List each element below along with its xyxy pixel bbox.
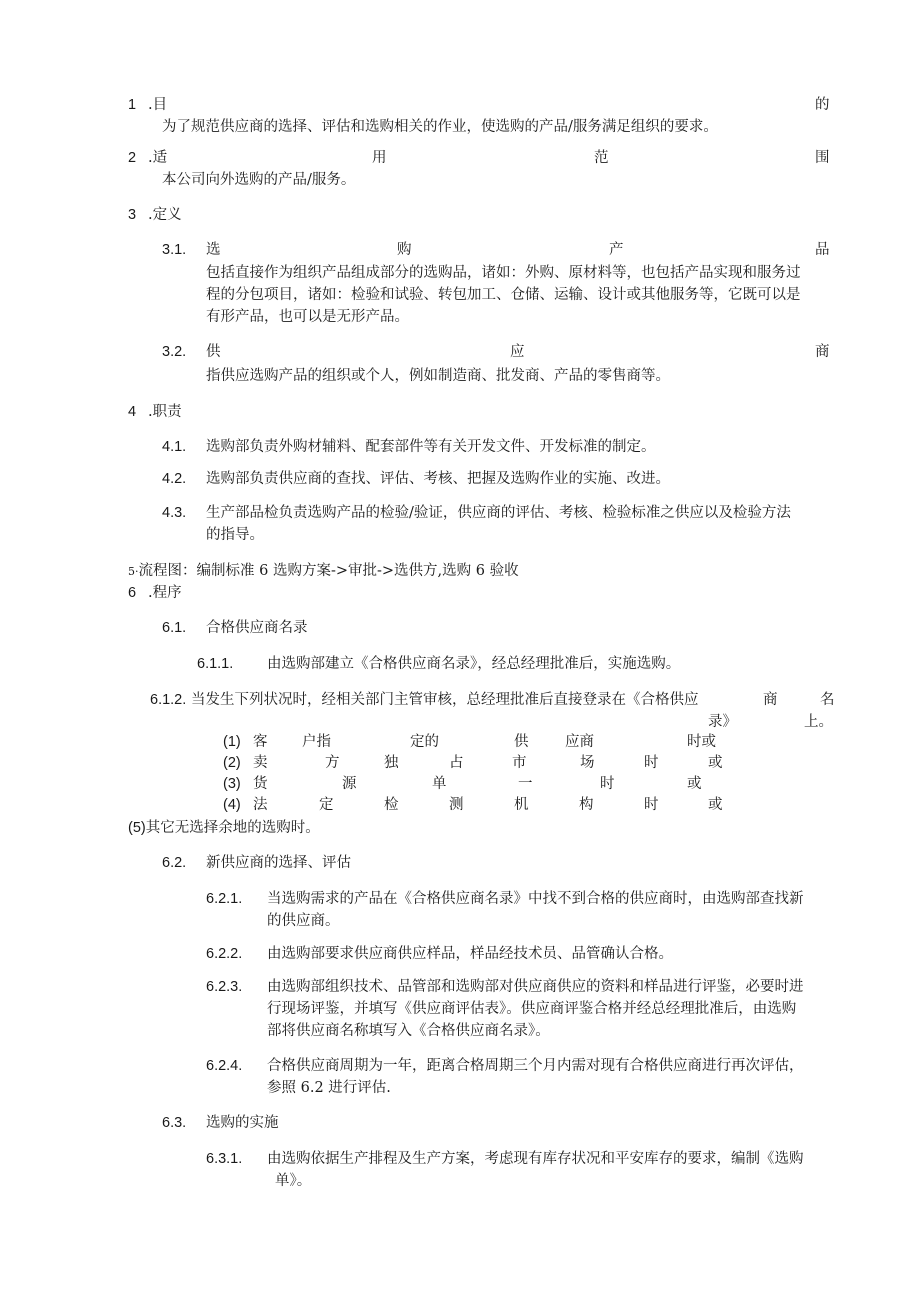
condition-4-word: 定 bbox=[319, 797, 334, 813]
proc-6-2-1-line-1: 当选购需求的产品在《合格供应商名录》中找不到合格的供应商时，由选购部查找新 bbox=[267, 891, 804, 907]
section-2-body: 本公司向外选购的产品/服务。 bbox=[162, 172, 356, 188]
proc-6-1-heading: 合格供应商名录 bbox=[206, 620, 308, 636]
section-4-heading: .职责 bbox=[148, 404, 182, 420]
condition-4-word: 时 bbox=[644, 797, 659, 813]
proc-6-3-1-line-2: 单》。 bbox=[275, 1173, 312, 1189]
def-3-1-title-4: 品 bbox=[815, 242, 830, 258]
def-3-1-title-1: 选 bbox=[206, 242, 221, 258]
proc-6-3-heading: 选购的实施 bbox=[206, 1115, 279, 1131]
proc-6-2-3-line-2: 行现场评鉴，并填写《供应商评估表》。供应商评鉴合格并经总经理批准后，由选购 bbox=[267, 1001, 797, 1017]
condition-1-word: 供 bbox=[514, 734, 529, 750]
condition-2-word: 独 bbox=[384, 755, 399, 771]
condition-3-word: 源 bbox=[342, 776, 357, 792]
proc-6-2-2-text: 由选购部要求供应商供应样品，样品经技术员、品管确认合格。 bbox=[267, 946, 673, 962]
proc-6-2-heading: 新供应商的选择、评估 bbox=[206, 855, 351, 871]
proc-6-2-3-number: 6.2.3. bbox=[206, 979, 243, 995]
condition-4-word: 机 bbox=[514, 797, 529, 813]
proc-6-1-1-number: 6.1.1. bbox=[197, 656, 234, 672]
condition-2-word: 或 bbox=[708, 755, 723, 771]
condition-4-word: 或 bbox=[708, 797, 723, 813]
condition-2-word: 时 bbox=[644, 755, 659, 771]
condition-3-word: 货 bbox=[253, 776, 268, 792]
def-3-2-title-2: 应 bbox=[510, 344, 525, 360]
proc-6-1-2-number: 6.1.2. bbox=[150, 692, 187, 708]
section-2-number: 2 bbox=[128, 150, 137, 166]
def-3-2-body: 指供应选购产品的组织或个人，例如制造商、批发商、产品的零售商等。 bbox=[206, 368, 670, 384]
condition-3-word: 一 bbox=[518, 776, 533, 792]
condition-5-number: (5) bbox=[128, 820, 146, 836]
duty-4-2-text: 选购部负责供应商的查找、评估、考核、把握及选购作业的实施、改进。 bbox=[206, 471, 670, 487]
section-3-number: 3 bbox=[128, 207, 137, 223]
condition-1-word: 定的 bbox=[410, 734, 439, 750]
section-2-heading-a: .适 bbox=[148, 150, 168, 166]
section-1-heading: .目 bbox=[148, 97, 168, 113]
def-3-1-title-3: 产 bbox=[609, 242, 624, 258]
proc-6-2-4-number: 6.2.4. bbox=[206, 1058, 243, 1074]
proc-6-3-number: 6.3. bbox=[162, 1115, 187, 1131]
section-1-heading-end: 的 bbox=[815, 97, 830, 113]
section-3-heading: .定义 bbox=[148, 207, 182, 223]
section-6-number: 6 bbox=[128, 585, 137, 601]
condition-2-word: 市 bbox=[512, 755, 527, 771]
section-2-heading-c: 范 bbox=[594, 150, 609, 166]
duty-4-3-line-1: 生产部品检负责选购产品的检验/验证，供应商的评估、考核、检验标准之供应以及检验方法 bbox=[206, 505, 791, 521]
condition-4-number: (4) bbox=[223, 797, 241, 813]
section-2-heading-d: 围 bbox=[815, 150, 830, 166]
condition-4-word: 测 bbox=[449, 797, 464, 813]
section-5-line bbox=[128, 561, 519, 582]
condition-3-word: 时 bbox=[600, 776, 615, 792]
proc-6-2-3-line-3: 部将供应商名称填写入《合格供应商名录》。 bbox=[267, 1023, 550, 1039]
section-1-body: 为了规范供应商的选择、评估和选购相关的作业，使选购的产品/服务满足组织的要求。 bbox=[162, 119, 718, 135]
section-5-number: 5· bbox=[128, 565, 139, 578]
proc-6-2-1-line-2: 的供应商。 bbox=[267, 913, 340, 929]
proc-6-1-2-line2-b: 上。 bbox=[804, 714, 833, 730]
condition-1-word: 户指 bbox=[302, 734, 331, 750]
section-6-heading: .程序 bbox=[148, 585, 182, 601]
proc-6-2-1-number: 6.2.1. bbox=[206, 891, 243, 907]
condition-2-number: (2) bbox=[223, 755, 241, 771]
proc-6-1-2-text: 当发生下列状况时，经相关部门主管审核，总经理批准后直接登录在《合格供应 bbox=[191, 692, 699, 708]
condition-4-word: 构 bbox=[579, 797, 594, 813]
duty-4-3-number: 4.3. bbox=[162, 505, 187, 521]
section-2-heading-b: 用 bbox=[372, 150, 387, 166]
proc-6-1-2-tail-a: 商 bbox=[763, 692, 778, 708]
condition-4-word: 检 bbox=[384, 797, 399, 813]
condition-3-word: 单 bbox=[432, 776, 447, 792]
duty-4-1-number: 4.1. bbox=[162, 439, 187, 455]
condition-2-word: 方 bbox=[325, 755, 340, 771]
def-3-2-number: 3.2. bbox=[162, 344, 187, 360]
def-3-1-line-3: 有形产品，也可以是无形产品。 bbox=[206, 309, 409, 325]
section-4-number: 4 bbox=[128, 404, 137, 420]
condition-2-word: 卖 bbox=[253, 755, 268, 771]
proc-6-1-2-tail-b: 名 bbox=[820, 692, 835, 708]
def-3-1-title-2: 购 bbox=[397, 242, 412, 258]
section-1-number: 1 bbox=[128, 97, 137, 113]
condition-3-number: (3) bbox=[223, 776, 241, 792]
proc-6-1-1-text: 由选购部建立《合格供应商名录》，经总经理批准后，实施选购。 bbox=[267, 656, 681, 672]
proc-6-2-3-line-1: 由选购部组织技术、品管部和选购部对供应商供应的资料和样品进行评鉴，必要时进 bbox=[267, 979, 804, 995]
condition-1-word: 客 bbox=[253, 734, 268, 750]
condition-2-word: 场 bbox=[580, 755, 595, 771]
condition-3-word: 或 bbox=[687, 776, 702, 792]
condition-1-number: (1) bbox=[223, 734, 241, 750]
proc-6-2-4-line-2: 参照 6.2 进行评估. bbox=[267, 1080, 391, 1096]
proc-6-1-2-line2-a: 录》 bbox=[708, 714, 737, 730]
condition-1-word: 应商 bbox=[565, 734, 594, 750]
duty-4-3-line-2: 的指导。 bbox=[206, 527, 264, 543]
proc-6-2-2-number: 6.2.2. bbox=[206, 946, 243, 962]
proc-6-2-4-line-1: 合格供应商周期为一年，距离合格周期三个月内需对现有合格供应商进行再次评估， bbox=[267, 1058, 804, 1074]
def-3-2-title-1: 供 bbox=[206, 344, 221, 360]
condition-2-word: 占 bbox=[449, 755, 464, 771]
def-3-1-number: 3.1. bbox=[162, 242, 187, 258]
duty-4-1-text: 选购部负责外购材辅料、配套部件等有关开发文件、开发标准的制定。 bbox=[206, 439, 656, 455]
proc-6-3-1-line-1: 由选购依据生产排程及生产方案，考虑现有库存状况和平安库存的要求，编制《选购 bbox=[267, 1151, 804, 1167]
proc-6-1-number: 6.1. bbox=[162, 620, 187, 636]
section-5-text: 流程图：编制标准 6 选购方案->审批->选供方,选购 6 验收 bbox=[138, 563, 519, 579]
def-3-1-line-1: 包括直接作为组织产品组成部分的选购品，诸如：外购、原材料等，也包括产品实现和服务过 bbox=[206, 265, 801, 281]
def-3-1-line-2: 程的分包项目，诸如：检验和试验、转包加工、仓储、运输、设计或其他服务等，它既可以是 bbox=[206, 287, 801, 303]
proc-6-3-1-number: 6.3.1. bbox=[206, 1151, 243, 1167]
condition-5-text: 其它无选择余地的选购时。 bbox=[145, 820, 320, 836]
condition-5 bbox=[128, 818, 320, 839]
condition-4-word: 法 bbox=[253, 797, 268, 813]
duty-4-2-number: 4.2. bbox=[162, 471, 187, 487]
def-3-2-title-3: 商 bbox=[815, 344, 830, 360]
condition-1-word: 时或 bbox=[687, 734, 716, 750]
proc-6-2-number: 6.2. bbox=[162, 855, 187, 871]
